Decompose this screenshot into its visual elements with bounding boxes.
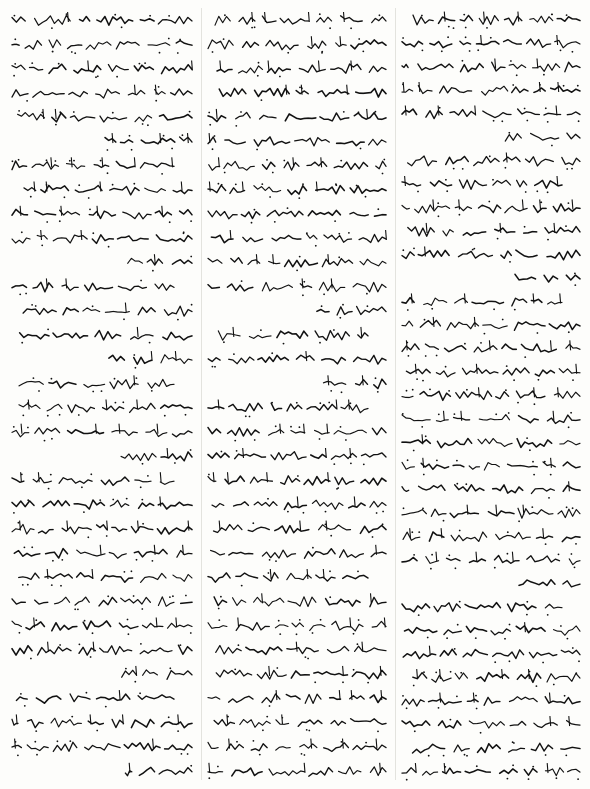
- script-line: [208, 569, 368, 586]
- script-line: [402, 59, 580, 77]
- script-line: [19, 375, 174, 392]
- script-line: [12, 521, 192, 539]
- script-line: [208, 36, 386, 54]
- script-line: [405, 622, 581, 639]
- script-line: [402, 601, 562, 616]
- text-column-right: [398, 6, 584, 781]
- script-line: [208, 690, 386, 707]
- script-line: [12, 157, 175, 175]
- script-line: [214, 521, 387, 538]
- script-line: [19, 400, 192, 417]
- script-line: [23, 303, 192, 321]
- script-line: [122, 666, 192, 683]
- column-divider: [395, 8, 396, 780]
- script-line: [402, 481, 580, 499]
- script-line: [505, 132, 580, 147]
- script-line: [402, 552, 580, 570]
- text-column-middle: [204, 6, 390, 781]
- script-line: [413, 12, 580, 29]
- script-line: [402, 411, 580, 428]
- script-line: [12, 85, 192, 102]
- script-line: [408, 153, 580, 170]
- script-line: [402, 716, 580, 734]
- script-line: [208, 424, 386, 442]
- script-line: [209, 157, 386, 174]
- script-line: [402, 246, 580, 262]
- script-line: [217, 61, 386, 78]
- script-line: [212, 496, 386, 514]
- script-line: [12, 230, 192, 248]
- script-line: [24, 182, 192, 199]
- script-line: [12, 618, 192, 636]
- script-line: [402, 106, 580, 123]
- text-column-left: [8, 6, 196, 781]
- script-line: [109, 351, 192, 369]
- script-line: [12, 496, 192, 513]
- script-line: [216, 642, 386, 660]
- script-line: [208, 739, 386, 756]
- script-line: [215, 12, 386, 29]
- handwritten-text-block: [8, 6, 196, 781]
- script-line: [402, 387, 580, 405]
- script-line: [211, 230, 386, 247]
- script-line: [208, 254, 386, 271]
- script-line: [20, 327, 192, 344]
- script-line: [402, 458, 580, 476]
- script-line: [12, 739, 192, 757]
- script-line: [402, 35, 580, 53]
- script-line: [208, 448, 386, 465]
- script-line: [402, 317, 580, 335]
- script-line: [403, 528, 580, 545]
- script-line: [12, 595, 192, 611]
- script-line: [12, 472, 174, 489]
- script-line: [402, 693, 580, 710]
- script-line: [16, 690, 174, 707]
- script-line: [402, 340, 580, 358]
- script-line: [208, 109, 386, 127]
- script-line: [402, 82, 580, 95]
- script-line: [12, 12, 192, 29]
- script-line: [12, 424, 192, 442]
- script-line: [218, 327, 368, 345]
- script-line: [12, 642, 192, 660]
- script-line: [14, 545, 192, 562]
- script-line: [324, 375, 387, 393]
- script-line: [208, 618, 386, 636]
- script-line: [402, 176, 562, 193]
- script-line: [317, 304, 386, 319]
- script-line: [208, 207, 386, 223]
- script-line: [12, 206, 192, 223]
- script-line: [208, 351, 386, 368]
- script-line: [211, 545, 386, 562]
- script-line: [208, 763, 386, 779]
- script-line: [403, 646, 580, 664]
- script-line: [12, 38, 192, 55]
- script-line: [402, 199, 580, 217]
- script-line: [402, 763, 580, 781]
- script-line: [12, 61, 192, 79]
- script-line: [214, 714, 386, 732]
- script-line: [208, 133, 386, 150]
- script-line: [214, 593, 386, 609]
- script-line: [208, 400, 368, 418]
- script-line: [219, 85, 386, 101]
- script-line: [208, 182, 386, 200]
- script-line: [18, 109, 192, 126]
- script-line: [408, 223, 580, 241]
- script-line: [12, 714, 192, 732]
- script-line: [208, 278, 386, 296]
- column-divider: [201, 8, 202, 780]
- script-line: [105, 133, 192, 151]
- script-line: [121, 448, 192, 465]
- script-line: [413, 669, 580, 687]
- script-line: [406, 364, 580, 382]
- script-line: [12, 278, 174, 295]
- script-line: [128, 254, 192, 271]
- script-line: [208, 472, 386, 490]
- script-line: [413, 741, 581, 756]
- handwritten-text-block: [398, 6, 584, 781]
- script-line: [402, 505, 580, 522]
- script-line: [519, 580, 580, 587]
- script-line: [402, 293, 562, 311]
- script-line: [515, 273, 580, 287]
- script-line: [125, 763, 192, 776]
- handwritten-text-block: [204, 6, 390, 781]
- script-line: [216, 666, 386, 684]
- script-line: [402, 434, 580, 451]
- script-line: [19, 569, 192, 587]
